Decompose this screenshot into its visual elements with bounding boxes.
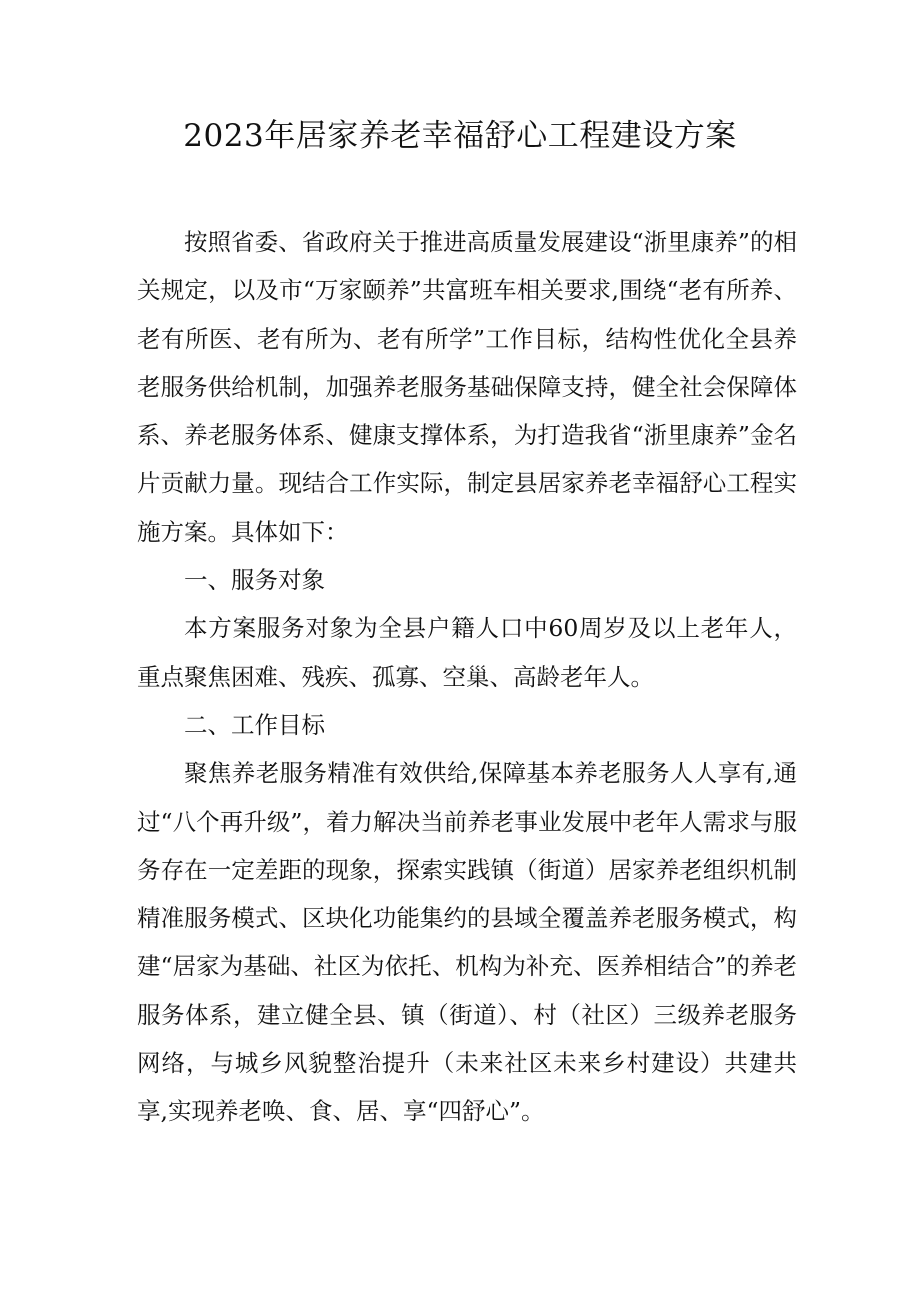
section-heading-work-goals: 二、工作目标 bbox=[184, 710, 325, 739]
section-heading-service-targets: 一、服务对象 bbox=[184, 566, 325, 595]
service-targets-paragraph: 本方案服务对象为全县户籍人口中60周岁及以上老年人，重点聚焦困难、残疾、孤寡、空巢、高龄老年人。 bbox=[137, 614, 797, 691]
intro-paragraph: 按照省委、省政府关于推进高质量发展建设“浙里康养”的相关规定，以及市“万家颐养”共富班车相关要求,围绕“老有所养、老有所医、老有所为、老有所学”工作目标，结构性优化全县养老服务供给机制，加强养老服务基础保障支持，健全社会保障体系、养老服务体系、健康支撑体系，为打造我省“浙里康养”金名片贡献力量。现结合工作实际，制定县居家养老幸福舒心工程实施方案。具体如下： bbox=[137, 228, 797, 546]
work-goals-paragraph: 聚焦养老服务精准有效供给,保障基本养老服务人人享有,通过“八个再升级”，着力解决当前养老事业发展中老年人需求与服务存在一定差距的现象，探索实践镇（街道）居家养老组织机制精准服务模式、区块化功能集约的县域全覆盖养老服务模式，构建“居家为基础、社区为依托、机构为补充、医养相结合”的养老服务体系，建立健全县、镇（街道）、村（社区）三级养老服务网络，与城乡风貌整治提升（未来社区未来乡村建设）共建共享,实现养老唤、食、居、享“四舒心”。 bbox=[137, 759, 797, 1126]
document-body bbox=[137, 218, 797, 1136]
document-title: 2023年居家养老幸福舒心工程建设方案 bbox=[183, 118, 737, 154]
